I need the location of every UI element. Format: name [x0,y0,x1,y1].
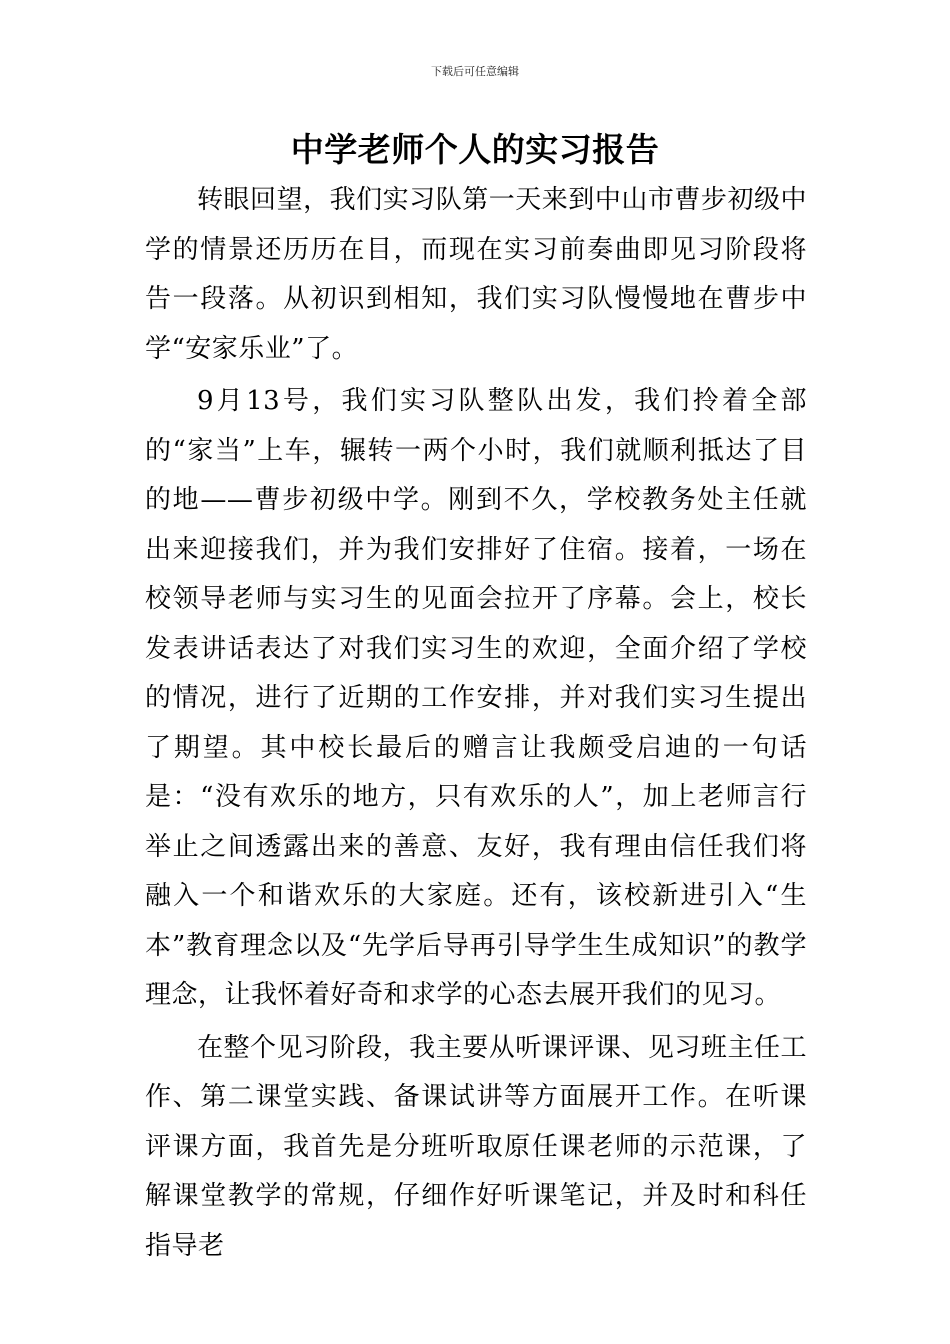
document-title: 中学老师个人的实习报告 [290,130,660,169]
paragraph-3: 在整个见习阶段，我主要从听课评课、见习班主任工作、第二课堂实践、备课试讲等方面展开工作。在听课评课方面，我首先是分班听取原任课老师的示范课，了解课堂教学的常规，仔细作好听课笔记，并及时和科任指导老 [145,1032,807,1261]
document-body [145,176,807,1271]
page-header-note: 下载后可任意编辑 [431,65,519,78]
paragraph-1: 转眼回望，我们实习队第一天来到中山市曹步初级中学的情景还历历在目，而现在实习前奏曲即见习阶段将告一段落。从初识到相知，我们实习队慢慢地在曹步中学“安家乐业”了。 [145,185,807,364]
paragraph-2: 9月13号，我们实习队整队出发，我们拎着全部的“家当”上车，辗转一两个小时，我们就顺利抵达了目的地——曹步初级中学。刚到不久，学校教务处主任就出来迎接我们，并为我们安排好了住宿。接着，一场在校领导老师与实习生的见面会拉开了序幕。会上，校长发表讲话表达了对我们实习生的欢迎，全面介绍了学校的情况，进行了近期的工作安排，并对我们实习生提出了期望。其中校长最后的赠言让我颇受启迪的一句话是：“没有欢乐的地方，只有欢乐的人”，加上老师言行举止之间透露出来的善意、友好，我有理由信任我们将融入一个和谐欢乐的大家庭。还有，该校新进引入“生本”教育理念以及“先学后导再引导学生生成知识”的教学理念，让我怀着好奇和求学的心态去展开我们的见习。 [145,386,807,1010]
